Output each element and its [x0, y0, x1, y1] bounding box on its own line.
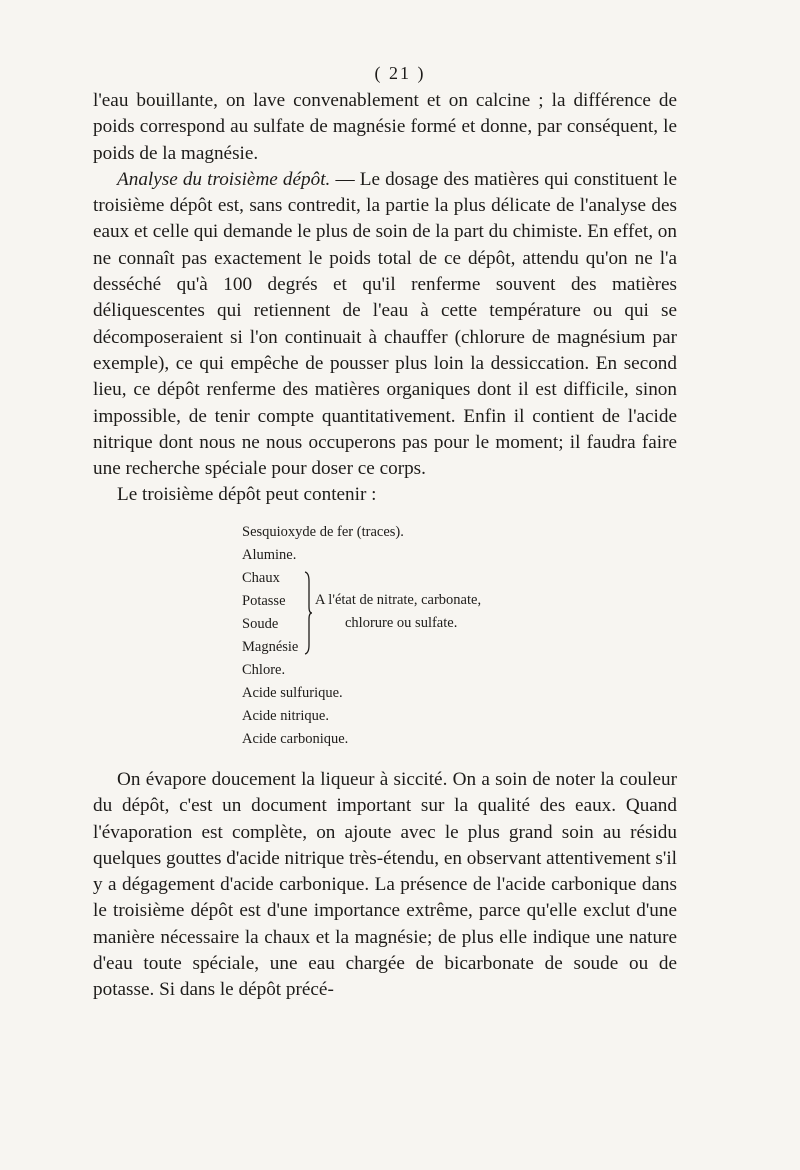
paragraph-2 — [93, 167, 677, 483]
list-item: Acide sulfurique. — [242, 685, 343, 701]
list-item: Alumine. — [242, 547, 297, 563]
paragraph-1: l'eau bouillante, on lave convenablement et on calcine ; la différence de poids correspond au sulfate de magnésie formé et donne, par conséquent, le poids de la magnésie. — [93, 90, 677, 164]
curly-brace-icon — [303, 571, 313, 655]
body-text-bottom — [93, 767, 677, 1004]
paragraph-4: On évapore doucement la liqueur à siccité. On a soin de noter la couleur du dépôt, c'est un document important sur la qualité des eaux. Quand l'évaporation est complète, on ajoute avec le plus grand soin au résidu quelques gouttes d'acide nitrique très-étendu, en observant attentivement s'il y a dégagement d'acide carbonique. La présence de l'acide carbonique dans le troisième dépôt est d'une importance extrême, parce qu'elle exclut d'une manière nécessaire la chaux et la magnésie; de plus elle indique une nature d'eau toute spéciale, une eau chargée de bicarbonate de soude ou de potasse. Si dans le dépôt précé- — [93, 769, 677, 1001]
list-item: Chaux — [242, 570, 280, 586]
list-item: Magnésie — [242, 639, 299, 655]
page-number: ( 21 ) — [374, 63, 426, 83]
list-item: Sesquioxyde de fer (traces). — [242, 524, 404, 540]
list-item: Acide nitrique. — [242, 708, 329, 724]
paragraph-3: Le troisième dépôt peut contenir : — [117, 484, 377, 506]
list-item: Potasse — [242, 593, 286, 609]
bases-group — [242, 567, 482, 659]
list-item: Chlore. — [242, 662, 286, 678]
group-note-line-1: A l'état de nitrate, carbonate, — [315, 592, 482, 608]
deposit-contents-list — [242, 521, 482, 751]
paragraph-2-text: — Le dosage des matières qui constituent le troisième dépôt est, sans contredit, la partie la plus délicate de l'analyse des eaux et celle qui demande le plus de soin de la part du chimiste. En effet, on ne connaît pas exactement le poids total de ce dépôt, attendu qu'on ne l'a desséché qu'à 100 degrés et qu'il renferme souvent des matières déliquescentes qui retiennent de l'eau à cette température ou qui se décomposeraient si l'on continuait à chauffer (chlorure de magnésium par exemple), ce qui empêche de pousser plus loin la dessiccation. En second lieu, ce dépôt renferme des matières organiques dont il est difficile, sinon impossible, de tenir compte quantitativement. Enfin il contient de l'acide nitrique dont nous ne nous occuperons pas pour le moment; il faudra faire une recherche spéciale pour doser ce corps. — [93, 168, 677, 480]
list-item: Soude — [242, 616, 279, 632]
list-item: Acide carbonique. — [242, 731, 349, 747]
group-note-line-2: chlorure ou sulfate. — [345, 615, 458, 631]
group-note — [315, 589, 481, 635]
section-heading: Analyse du troisième dépôt. — [117, 168, 331, 190]
body-text-top — [93, 88, 677, 509]
